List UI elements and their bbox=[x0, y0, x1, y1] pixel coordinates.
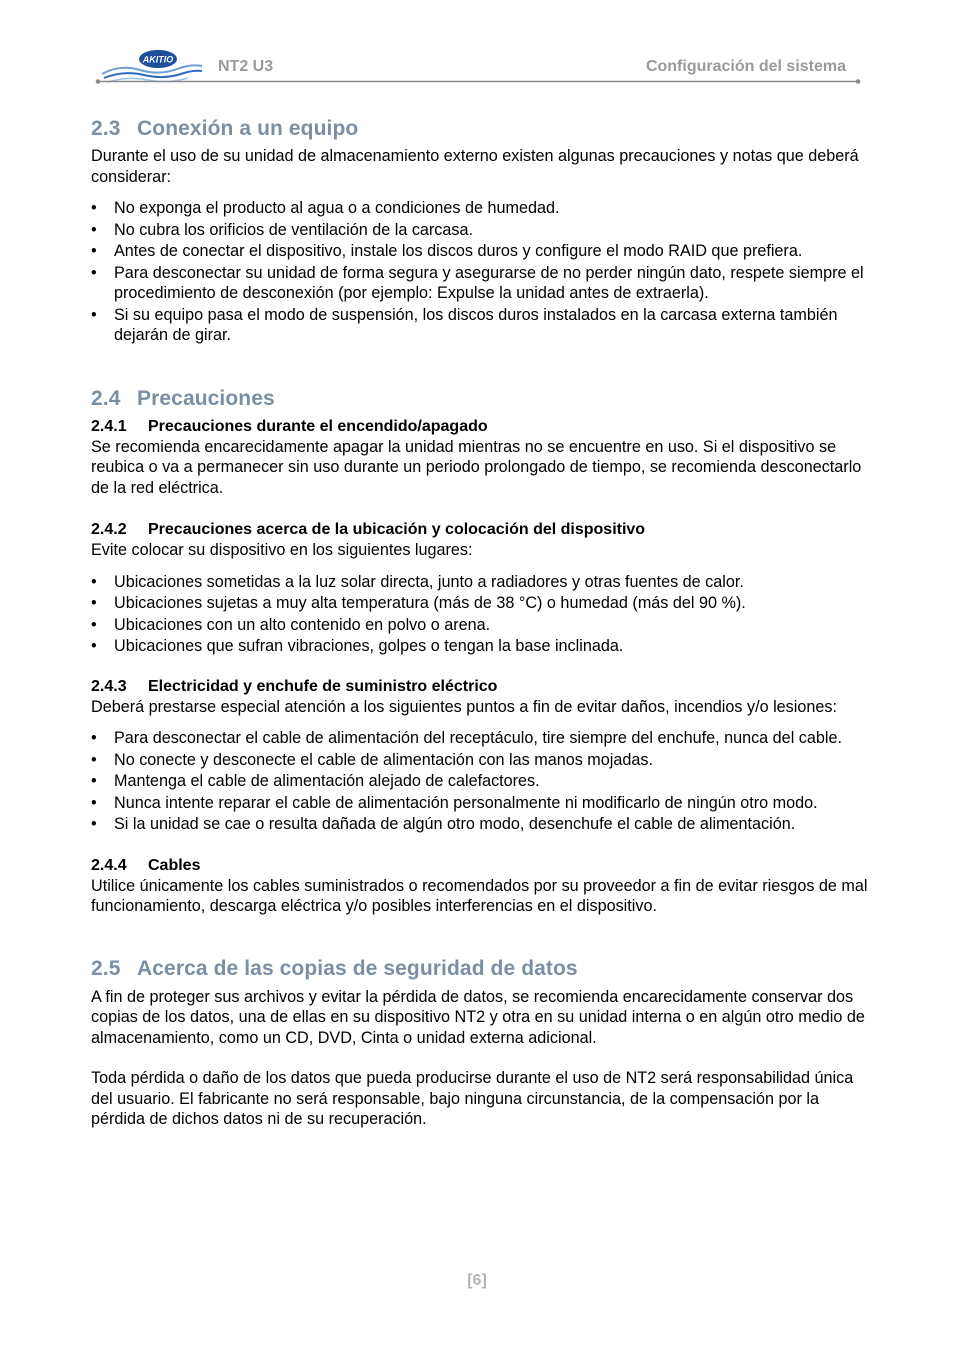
list-item: • No exponga el producto al agua o a condiciones de humedad. bbox=[91, 199, 560, 217]
header-rule bbox=[95, 79, 861, 84]
section-2-4-4-heading: 2.4.4 Cables bbox=[91, 856, 201, 874]
section-2-4-1-text: Se recomienda encarecidamente apagar la unidad mientras no se encuentre en uso. Si el dispositivo se reubica o va a permanecer sin uso durante un periodo prolongado de tiempo, se recomienda desconectarlo de la red eléctrica. bbox=[91, 437, 862, 497]
section-2-5-heading: 2.5 Acerca de las copias de seguridad de datos bbox=[91, 956, 578, 980]
section-2-5-paragraph-1: A fin de proteger sus archivos y evitar la pérdida de datos, se recomienda encarecidamente conservar dos copias de los datos, una de ellas en su dispositivo NT2 y otra en su unidad interna o en algún otro medio de almacenamiento, como un CD, DVD, Cinta o unidad externa adicional. bbox=[91, 987, 865, 1047]
section-2-4-3-heading: 2.4.3 Electricidad y enchufe de suministro eléctrico bbox=[91, 677, 498, 695]
list-item: • Para desconectar su unidad de forma segura y asegurarse de no perder ningún dato, respete siempre el procedimiento de desconexión (por ejemplo: Expulse la unidad antes de extraerla). bbox=[91, 263, 864, 302]
section-2-5-paragraph-2: Toda pérdida o daño de los datos que pueda producirse durante el uso de NT2 será responsabilidad única del usuario. El fabricante no será responsable, bajo ninguna circunstancia, de la compensación por la pérdida de dichos datos ni de su recuperación. bbox=[91, 1069, 854, 1128]
header-product-name: NT2 U3 bbox=[218, 58, 274, 75]
section-2-4-2-heading: 2.4.2 Precauciones acerca de la ubicación y colocación del dispositivo bbox=[91, 521, 646, 538]
list-item: • Si la unidad se cae o resulta dañada de algún otro modo, desenchufe el cable de alimentación. bbox=[91, 815, 796, 833]
section-2-3-heading: 2.3 Conexión a un equipo bbox=[91, 117, 359, 140]
section-2-4-4-text: Utilice únicamente los cables suministrados o recomendados por su proveedor a fin de evitar riesgos de mal funcionamiento, descarga eléctrica y/o posibles interferencias en el dispositivo. bbox=[91, 876, 868, 915]
section-2-4-2-list bbox=[91, 572, 871, 657]
list-item: • Si su equipo pasa el modo de suspensión, los discos duros instalados en la carcasa externa también dejarán de girar. bbox=[91, 305, 838, 344]
list-item: • Para desconectar el cable de alimentación del receptáculo, tire siempre del enchufe, nunca del cable. bbox=[91, 729, 842, 747]
list-item: • No cubra los orificios de ventilación de la carcasa. bbox=[91, 220, 474, 239]
section-2-4-1-heading: 2.4.1 Precauciones durante el encendido/apagado bbox=[91, 417, 488, 435]
list-item: • Mantenga el cable de alimentación alejado de calefactores. bbox=[91, 772, 540, 790]
list-item: • Ubicaciones sujetas a muy alta temperatura (más de 38 °C) o humedad (más del 90 %). bbox=[91, 594, 746, 612]
section-2-4-3-intro: Deberá prestarse especial atención a los siguientes puntos a fin de evitar daños, incendios y/o lesiones: bbox=[91, 697, 837, 716]
list-item: • Ubicaciones sometidas a la luz solar directa, junto a radiadores y otras fuentes de calor. bbox=[91, 572, 744, 591]
section-2-4-heading: 2.4 Precauciones bbox=[91, 386, 275, 410]
list-item: • Nunca intente reparar el cable de alimentación personalmente ni modificarlo de ningún otro modo. bbox=[91, 793, 818, 812]
section-2-3-list bbox=[91, 198, 871, 346]
main-content bbox=[91, 115, 871, 1130]
list-item: • No conecte y desconecte el cable de alimentación con las manos mojadas. bbox=[91, 750, 653, 769]
list-item: • Ubicaciones con un alto contenido en polvo o arena. bbox=[91, 615, 491, 634]
logo-text: AKITIO bbox=[142, 54, 174, 65]
section-2-3-intro: Durante el uso de su unidad de almacenamiento externo existen algunas precauciones y notas que deberá considerar: bbox=[91, 147, 859, 186]
page-number: [6] bbox=[467, 1272, 487, 1289]
header-section-title: Configuración del sistema bbox=[645, 58, 846, 75]
list-item: • Ubicaciones que sufran vibraciones, golpes o tengan la base inclinada. bbox=[91, 637, 624, 655]
section-2-4-2-intro: Evite colocar su dispositivo en los siguientes lugares: bbox=[91, 541, 473, 559]
section-2-4-3-list bbox=[91, 728, 871, 835]
list-item: • Antes de conectar el dispositivo, instale los discos duros y configure el modo RAID que prefiera. bbox=[91, 242, 803, 260]
